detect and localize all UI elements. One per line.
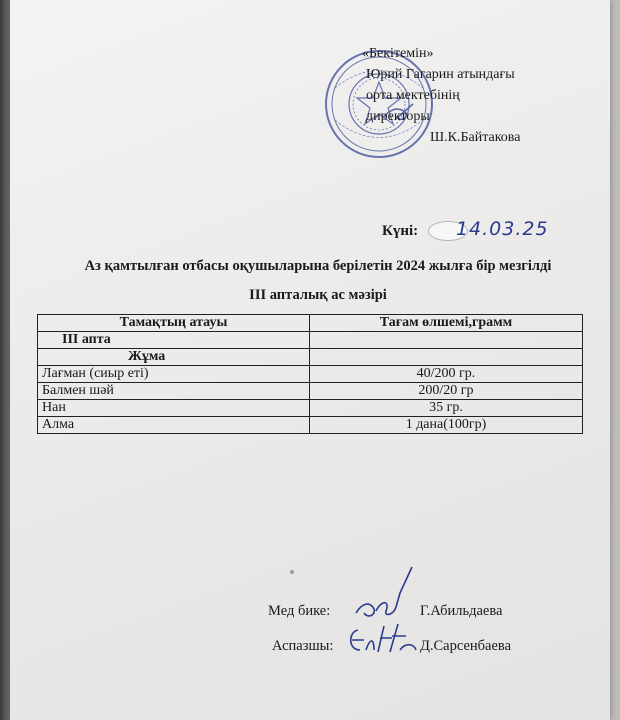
approval-director-name: Ш.К.Байтакова <box>430 130 521 145</box>
table-header-row <box>38 315 583 332</box>
cook-name: Д.Сарсенбаева <box>420 638 512 654</box>
table-row <box>38 383 583 400</box>
table-row <box>38 400 583 417</box>
menu-table <box>37 314 583 434</box>
cook-signature-row <box>272 638 512 655</box>
approval-block <box>350 43 520 148</box>
dish-amount: 1 дана(100гр) <box>310 417 583 434</box>
nurse-name: Г.Абильдаева <box>420 603 503 619</box>
dish-name: Нан <box>38 400 310 417</box>
nurse-signature-row <box>268 603 503 620</box>
nurse-signature <box>350 563 420 625</box>
dish-amount: 35 гр. <box>310 400 583 417</box>
date-label: Күні: <box>382 223 419 239</box>
table-row-week <box>38 332 583 349</box>
nurse-label: Мед бике: <box>268 603 331 619</box>
approval-heading: «Бекітемін» <box>362 46 434 61</box>
dish-name: Алма <box>38 417 310 434</box>
document-title: Аз қамтылған отбасы оқушыларына берілетін 2024 жылға бір мезгілді <box>84 258 552 274</box>
dish-name: Лағман (сиыр еті) <box>38 366 310 383</box>
cook-signature <box>344 620 420 662</box>
table-row-day <box>38 349 583 366</box>
dish-name: Балмен шәй <box>38 383 310 400</box>
empty-cell <box>310 349 583 366</box>
header-dish-name: Тамақтың атауы <box>38 315 310 332</box>
empty-cell <box>310 332 583 349</box>
document-subtitle: ІІІ апталық ас мәзірі <box>249 287 387 303</box>
table-row <box>38 366 583 383</box>
date-value: 14.03.25 <box>455 218 549 240</box>
date-row <box>382 218 549 240</box>
dish-amount: 40/200 гр. <box>310 366 583 383</box>
week-label: ІІІ апта <box>38 332 310 349</box>
dish-amount: 200/20 гр <box>310 383 583 400</box>
approval-position: директоры <box>366 109 430 124</box>
cook-label: Аспазшы: <box>272 638 334 654</box>
document-page <box>10 0 610 720</box>
header-portion: Тағам өлшемі,грамм <box>310 315 583 332</box>
approval-school-name: Юрий Гагарин атындағы <box>366 67 515 82</box>
paper-speck <box>290 570 294 574</box>
day-label: Жұма <box>38 349 310 366</box>
approval-school-type: орта мектебінің <box>366 88 460 103</box>
table-row <box>38 417 583 434</box>
